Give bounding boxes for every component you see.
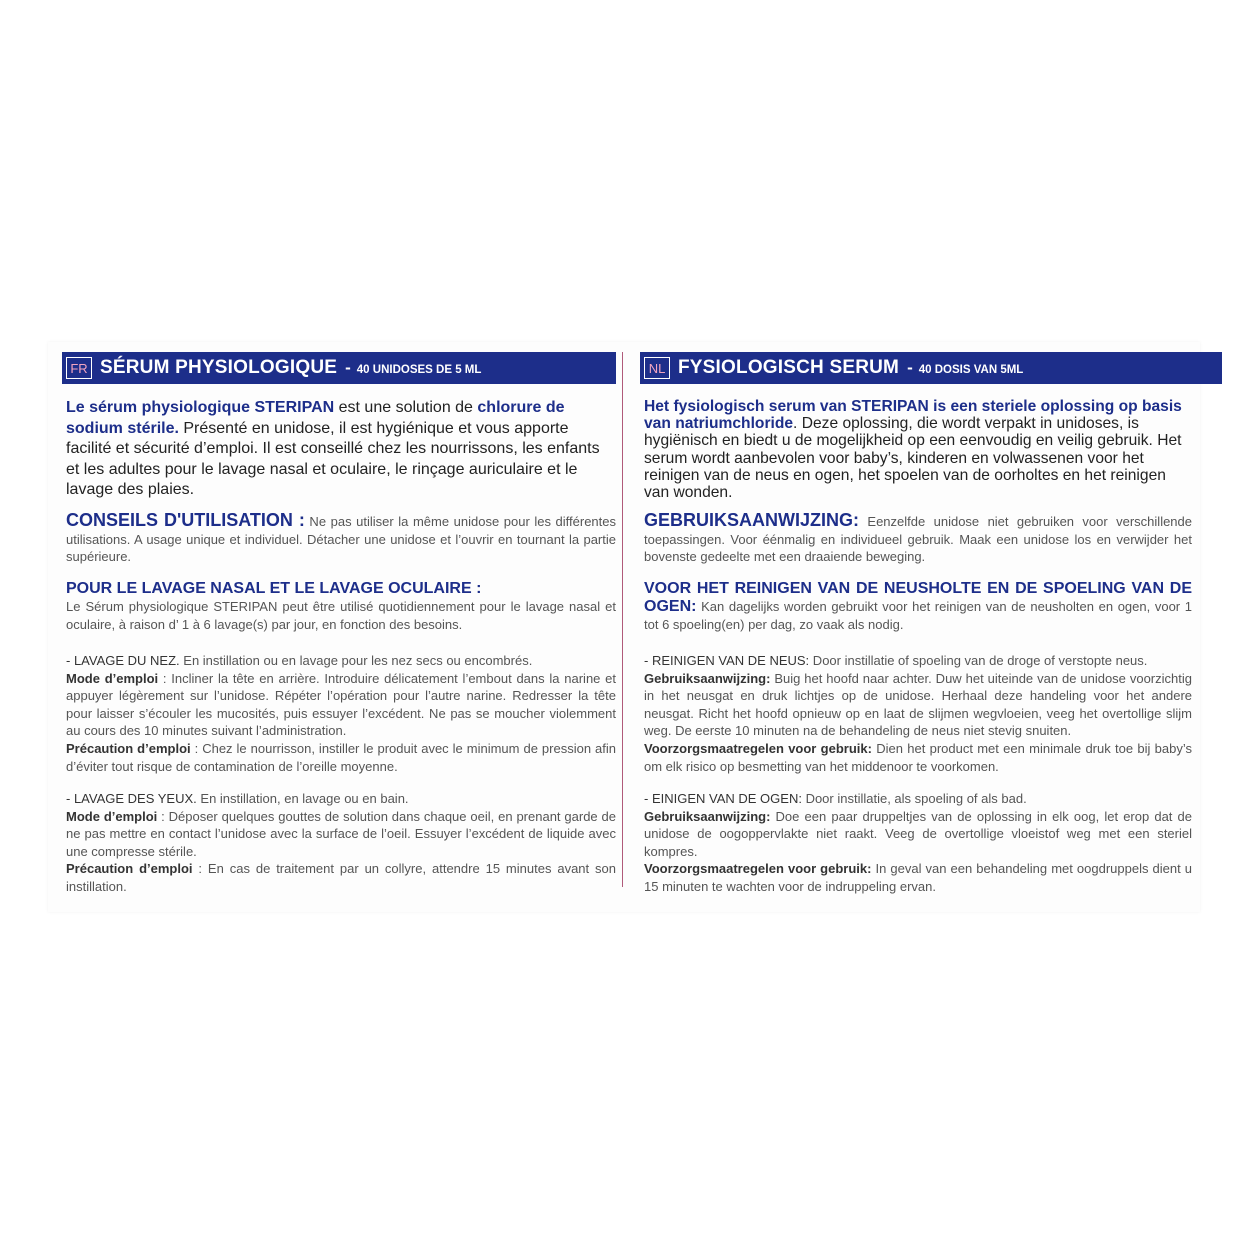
french-washing-heading: POUR LE LAVAGE NASAL ET LE LAVAGE OCULAIRE : — [66, 580, 482, 597]
dutch-banner — [640, 352, 1222, 384]
dutch-usage-advice: GEBRUIKSAANWIJZING: Eenzelfde unidose niet gebruiken voor verschillende toepassingen. Voor éénmalig en individueel gebruik. Maak een unidose los en verwijder het bovenste gedeelte met een draaiende beweging. — [644, 510, 1192, 565]
dutch-subtitle: - 40 DOSIS VAN 5ML — [907, 358, 1024, 377]
dutch-intro: Het fysiologisch serum van STERIPAN is een steriele oplossing op basis van natriumchloride. Deze oplossing, die wordt verpakt in unidoses, is hygiënisch en biedt u de mogelijkheid op een eenvoudig en veilig gebruik. Het serum wordt aanbevolen voor baby’s, kinderen en volwassenen voor het reinigen van de neus en ogen, het spoelen van de oorholtes en het reinigen van wonden. — [644, 398, 1182, 502]
french-usage-advice: CONSEILS D'UTILISATION : Ne pas utiliser la même unidose pour les différentes utilisations. A usage unique et individuel. Détacher une unidose et l’ouvrir en tournant la partie supérieure. — [66, 510, 616, 565]
french-eyes-section: - LAVAGE DES YEUX. En instillation, en lavage ou en bain. Mode d’emploi : Déposer quelques gouttes de solution dans chaque oeil, en prenant garde de ne pas mettre en contact l’unidose avec la surface de l’oeil. Essuyer l’excédent de liquide avec une compresse stérile. Précaution d’emploi : En cas de traitement par un collyre, attendre 15 minutes avant son instillation. — [66, 791, 617, 894]
french-subtitle: - 40 UNIDOSES DE 5 ML — [345, 358, 482, 377]
french-title: SÉRUM PHYSIOLOGIQUE — [100, 357, 338, 378]
dutch-nose-section: - REINIGEN VAN DE NEUS: Door instillatie of spoeling van de droge of verstopte neus. Gebruiksaanwijzing: Buig het hoofd naar achter. Duw het uiteinde van de unidose voorzichtig in het neusgat en druk lichtjes op de unidose. Herhaal deze handeling voor het andere neusgat. Richt het hoofd opnieuw op en laat de slijmen wegvloeien, veeg het overtollige slijm weg. De eerste 10 minuten na de behandeling de neus niet stevig snuiten. Voorzorgsmaatregelen voor gebruik: Dien het product met een minimale druk toe bij baby’s om elk risico op besmetting van het middenoor te voorkomen. — [644, 653, 1193, 774]
french-banner — [62, 352, 616, 384]
french-usage-heading: CONSEILS D'UTILISATION : — [66, 510, 305, 530]
french-nose-section: - LAVAGE DU NEZ. En instillation ou en lavage pour les nez secs ou encombrés. Mode d’emploi : Incliner la tête en arrière. Introduire délicatement l’embout dans la narine et appuyer légèrement sur l’unidose. Répéter l’opération pour l’autre narine. Redresser la tête pour laisser s’écouler les mucosités, puis essuyer l’excédent. Ne pas se moucher violemment au cours des 10 minutes suivant l’administration. Précaution d’emploi : Chez le nourrisson, instiller le produit avec le minimum de pression afin d’éviter tout risque de contamination de l’oreille moyenne. — [66, 653, 617, 774]
french-washing-section: POUR LE LAVAGE NASAL ET LE LAVAGE OCULAIRE : Le Sérum physiologique STERIPAN peut être utilisé quotidiennement pour le lavage nasal et oculaire, à raison d’ 1 à 6 lavage(s) par jour, en fonction des besoins. — [66, 580, 616, 632]
dutch-column — [640, 342, 1192, 912]
french-column — [62, 342, 616, 912]
leaflet-card — [48, 342, 1200, 912]
language-badge-nl: NL — [644, 357, 670, 379]
dutch-usage-heading: GEBRUIKSAANWIJZING: — [644, 510, 859, 530]
language-badge-fr: FR — [66, 357, 92, 379]
dutch-cleaning-heading: VOOR HET REINIGEN VAN DE NEUSHOLTE EN DE SPOELING VAN DE OGEN: — [644, 580, 1192, 615]
dutch-eyes-section: - EINIGEN VAN DE OGEN: Door instillatie, als spoeling of als bad. Gebruiksaanwijzing: Doe een paar druppeltjes van de oplossing in elk oog, let erop dat de unidose de oogoppervlakte niet raakt. Veeg de overtollige vloeistof weg met een steriel kompres. Voorzorgsmaatregelen voor gebruik: In geval van een behandeling met oogdruppels dient u 15 minuten te wachten voor de indruppeling ervan. — [644, 791, 1192, 894]
dutch-title: FYSIOLOGISCH SERUM — [678, 357, 900, 378]
dutch-cleaning-section: VOOR HET REINIGEN VAN DE NEUSHOLTE EN DE SPOELING VAN DE OGEN: Kan dagelijks worden gebruikt voor het reinigen van de neusholten en ogen, voor 1 tot 6 spoeling(en) per dag, zo vaak als nodig. — [644, 580, 1192, 632]
column-divider — [622, 352, 623, 887]
french-intro: Le sérum physiologique STERIPAN est une solution de chlorure de sodium stérile. Présenté en unidose, il est hygiénique et vous apporte facilité et sécurité d’emploi. Il est conseillé chez les nourrissons, les enfants et les adultes pour le lavage nasal et oculaire, le rinçage auriculaire et le lavage des plaies. — [66, 399, 600, 498]
